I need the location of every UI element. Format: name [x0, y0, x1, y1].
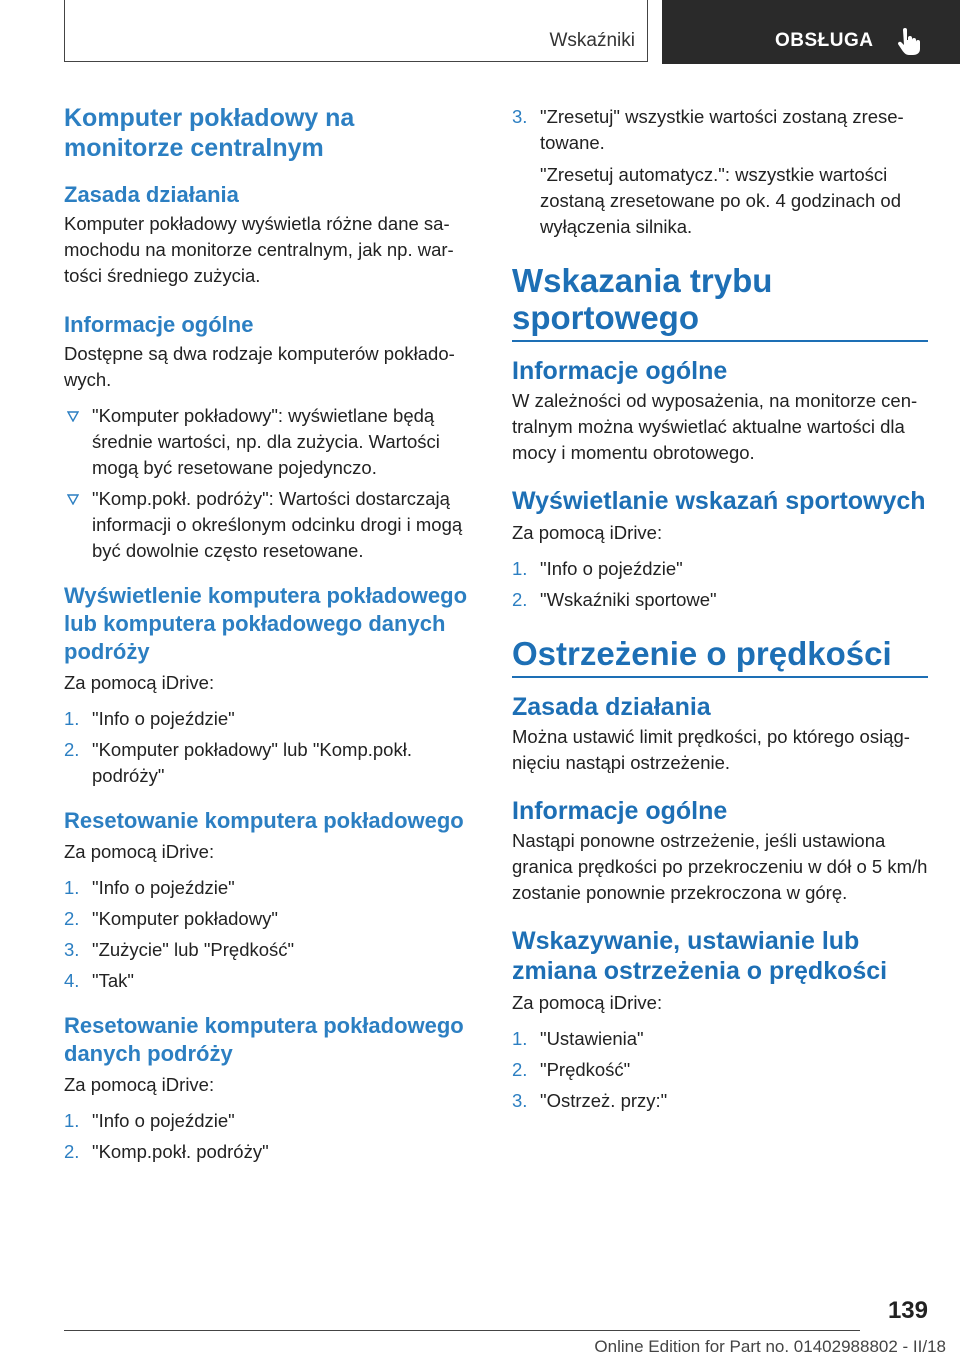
step-text: "Komputer pokładowy": [92, 908, 278, 929]
step-text: "Zresetuj" wszystkie wartości zostaną zrese-towane.: [540, 106, 904, 153]
reset-trip-heading: Resetowanie komputera pokładowego danych podróży: [64, 1013, 464, 1066]
speed-general-heading: Informacje ogólne: [512, 797, 728, 825]
step-text: "Prędkość": [540, 1059, 631, 1080]
speed-set-intro: Za pomocą iDrive:: [512, 992, 663, 1013]
step-number: 1.: [512, 1028, 528, 1049]
step-number: 2.: [64, 1141, 80, 1162]
sport-display-intro: Za pomocą iDrive:: [512, 522, 663, 543]
step-number: 1.: [64, 877, 80, 898]
reset-intro: Za pomocą iDrive:: [64, 841, 215, 862]
left-column: [64, 98, 479, 1170]
list-item: [512, 587, 928, 613]
list-item: [512, 1057, 928, 1083]
header-section-box: [64, 0, 648, 62]
sport-title: Wskazania trybu sportowego: [512, 262, 928, 342]
display-heading: Wyświetlenie komputera pokładowego lub komputera pokładowego danych podróży: [64, 583, 468, 664]
list-item: [512, 1088, 928, 1114]
step-text: "Komputer pokładowy" lub "Komp.pokł. podróży": [92, 739, 412, 786]
footer-divider: [64, 1330, 860, 1331]
speed-set-heading: Wskazywanie, ustawianie lub zmiana ostrzeżenia o prędkości: [512, 927, 888, 985]
sport-display-steps: [512, 556, 928, 613]
list-item: [64, 968, 479, 994]
sport-general-heading: Informacje ogólne: [512, 357, 728, 385]
list-item: [64, 1108, 479, 1134]
step-number: 2.: [512, 1059, 528, 1080]
step-text: "Info o pojeździe": [92, 1110, 235, 1131]
reset-trip-intro: Za pomocą iDrive:: [64, 1074, 215, 1095]
list-item: [64, 737, 479, 789]
step-text: "Ustawienia": [540, 1028, 644, 1049]
page-title: Komputer pokładowy na monitorze centralnym: [64, 104, 355, 162]
step-number: 3.: [64, 939, 80, 960]
step-text: "Ostrzeż. przy:": [540, 1090, 668, 1111]
list-item: [64, 937, 479, 963]
step-number: 2.: [64, 739, 80, 760]
speed-principle-text: Można ustawić limit prędkości, po którego osiąg-nięciu nastąpi ostrzeżenie.: [512, 726, 910, 773]
step-text: "Info o pojeździe": [540, 558, 683, 579]
hand-pointer-icon: [894, 26, 924, 56]
page-number: 139: [887, 1297, 928, 1324]
list-item: [512, 1026, 928, 1052]
list-item: [512, 104, 928, 240]
step-number: 4.: [64, 970, 80, 991]
list-item: [64, 706, 479, 732]
speed-title: Ostrzeżenie o prędkości: [512, 635, 928, 678]
list-item: [64, 875, 479, 901]
general-text: Dostępne są dwa rodzaje komputerów pokłado-wych.: [64, 343, 455, 390]
reset-trip-steps: [64, 1108, 479, 1165]
bullet-text: "Komputer pokładowy": wyświetlane będą średnie wartości, np. dla zużycia. Wartości mogą być resetowane pojedynczo.: [92, 405, 440, 478]
step-text: "Tak": [92, 970, 134, 991]
display-steps: [64, 706, 479, 789]
step-number: 3.: [512, 1090, 528, 1111]
footer-edition: Online Edition for Part no. 01402988802 - II/18: [594, 1337, 946, 1356]
right-column: [512, 104, 928, 1119]
reset-steps: [64, 875, 479, 994]
bullet-text: "Komp.pokł. podróży": Wartości dostarczają informacji o określonym odcinku drogi i mogą być dowolnie często resetowane.: [92, 488, 463, 561]
reset-heading: Resetowanie komputera pokładowego: [64, 808, 464, 833]
principle-text: Komputer pokładowy wyświetla różne dane sa-mochodu na monitorze centralnym, jak np. war-tości średniego zużycia.: [64, 213, 454, 286]
step-number: 1.: [64, 708, 80, 729]
step-text: "Wskaźniki sportowe": [540, 589, 717, 610]
header-section-label: Wskaźniki: [549, 30, 635, 51]
step-text: "Komp.pokł. podróży": [92, 1141, 269, 1162]
list-item: [64, 1139, 479, 1165]
sport-general-text: W zależności od wyposażenia, na monitorze cen-tralnym można wyświetlać aktualne wartości dla mocy i momentu obrotowego.: [512, 390, 918, 463]
step-text: "Info o pojeździe": [92, 708, 235, 729]
principle-heading: Zasada działania: [64, 182, 239, 207]
speed-general-text: Nastąpi ponowne ostrzeżenie, jeśli ustawiona granica prędkości po przekroczeniu w dół o 5 km/h zostanie ponownie przekroczona w górę.: [512, 830, 928, 903]
step-text: "Info o pojeździe": [92, 877, 235, 898]
step-text: "Zużycie" lub "Prędkość": [92, 939, 295, 960]
list-item: [64, 906, 479, 932]
step-number: 3.: [512, 106, 528, 127]
list-item: [64, 486, 479, 564]
list-item: [64, 403, 479, 481]
triangle-bullet-icon: [67, 411, 79, 422]
sport-display-heading: Wyświetlanie wskazań sportowych: [512, 487, 926, 515]
step-number: 2.: [512, 589, 528, 610]
display-intro: Za pomocą iDrive:: [64, 672, 215, 693]
general-heading: Informacje ogólne: [64, 312, 254, 337]
triangle-bullet-icon: [67, 494, 79, 505]
step-number: 2.: [64, 908, 80, 929]
step-number: 1.: [512, 558, 528, 579]
step-number: 1.: [64, 1110, 80, 1131]
list-item: [512, 556, 928, 582]
speed-principle-heading: Zasada działania: [512, 693, 711, 721]
continued-steps: [512, 104, 928, 240]
header-chapter-label: OBSŁUGA: [775, 30, 874, 51]
header-chapter-tab[interactable]: [662, 0, 960, 64]
general-bullet-list: [64, 403, 479, 564]
speed-set-steps: [512, 1026, 928, 1114]
step-subtext: "Zresetuj automatycz.": wszystkie wartości zostaną zresetowane po ok. 4 godzinach od wyłączenia silnika.: [540, 164, 901, 237]
